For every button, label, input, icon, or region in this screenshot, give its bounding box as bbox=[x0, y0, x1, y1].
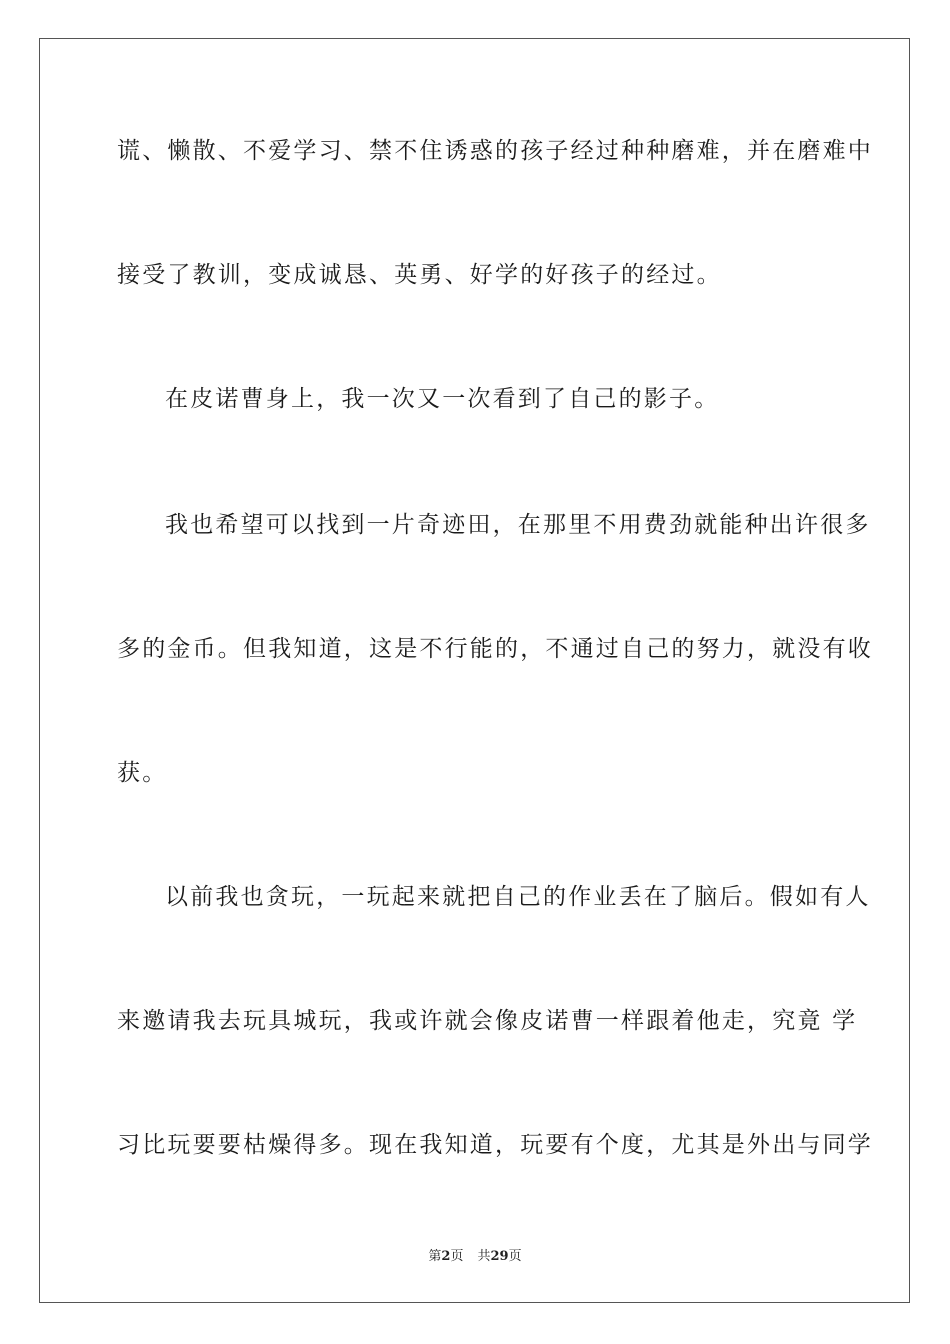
page-suffix: 页 bbox=[450, 1249, 464, 1264]
paragraph-start-line: 以前我也贪玩，一玩起来就把自己的作业丢在了脑后。假如有人 bbox=[165, 884, 871, 910]
body-text-line: 接受了教训，变成诚恳、英勇、好学的好孩子的经过。 bbox=[117, 262, 722, 288]
total-prefix: 共 bbox=[477, 1249, 491, 1264]
total-page-count: 29 bbox=[490, 1249, 509, 1264]
current-page-number: 2 bbox=[441, 1249, 451, 1264]
total-suffix: 页 bbox=[508, 1249, 522, 1264]
body-text-line: 来邀请我去玩具城玩，我或许就会像皮诺曹一样跟着他走，究竟 学 bbox=[117, 1008, 858, 1034]
paragraph-start-line: 在皮诺曹身上，我一次又一次看到了自己的影子。 bbox=[165, 386, 720, 412]
paragraph-start-line: 我也希望可以找到一片奇迹田，在那里不用费劲就能种出许很多 bbox=[165, 512, 871, 538]
body-text-line: 获。 bbox=[117, 760, 168, 786]
page-prefix: 第 bbox=[428, 1249, 442, 1264]
body-text-line: 谎、懒散、不爱学习、禁不住诱惑的孩子经过种种磨难，并在磨难中 bbox=[117, 138, 873, 164]
page-footer bbox=[0, 1248, 950, 1266]
body-text-line: 习比玩要要枯燥得多。现在我知道，玩要有个度，尤其是外出与同学 bbox=[117, 1132, 873, 1158]
body-text-line: 多的金币。但我知道，这是不行能的，不通过自己的努力，就没有收 bbox=[117, 636, 873, 662]
page-frame bbox=[39, 38, 910, 1303]
